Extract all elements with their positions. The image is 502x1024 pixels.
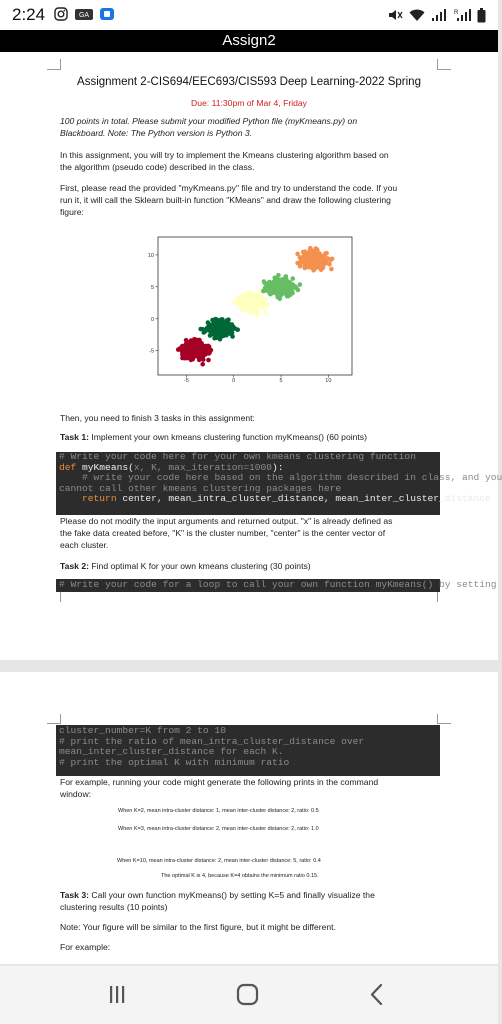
scatter-point (195, 348, 200, 353)
example-line: For example, running your code might generate the following prints in the command (60, 777, 379, 787)
due-date: Due: 11:30pm of Mar 4, Friday (191, 98, 307, 108)
mute-icon (387, 8, 403, 22)
scatter-point (330, 257, 335, 262)
x-tick-label: 0 (232, 378, 236, 385)
console-output-line: The optimal K is 4, because K=4 obtains the minimum ratio 0.15. (161, 873, 319, 879)
scatter-point (314, 246, 319, 251)
scatter-point (329, 267, 334, 272)
instructions-line: run it, it will call the Sklearn built-in function "KMeans" and draw the following clustering (60, 195, 391, 205)
scatter-point (267, 280, 272, 285)
document-page-1[interactable] (0, 52, 502, 660)
scatter-point (261, 306, 266, 311)
app-badge-icon (99, 7, 115, 21)
crop-mark (60, 714, 61, 724)
scatter-point (218, 322, 223, 327)
scatter-point (309, 253, 314, 258)
instructions-line: First, please read the provided "myKmeans.py" file and try to understand the code. If you (60, 183, 398, 193)
recents-button[interactable] (102, 982, 132, 1008)
crop-mark (437, 592, 438, 602)
scatter-point (274, 283, 279, 288)
scatter-point (294, 286, 299, 291)
points-note-line: Blackboard. Note: The Python version is Python 3. (60, 128, 253, 138)
console-output-line: When K=10, mean intra-cluster distance: 2, mean inter-cluster distance: 5, ratio: 0.4 (117, 858, 321, 864)
scatter-point (298, 282, 303, 287)
scatter-point (302, 264, 307, 269)
scatter-point (189, 358, 194, 363)
scatter-point (207, 350, 212, 355)
code-block-task2[interactable] (56, 579, 497, 592)
scatter-point (261, 289, 266, 294)
status-bar (0, 0, 498, 30)
scatter-point (239, 295, 244, 300)
scatter-point (198, 353, 203, 358)
tasks-intro: Then, you need to finish 3 tasks in this assignment: (60, 413, 255, 423)
home-button[interactable] (233, 982, 263, 1008)
y-tick-label: 10 (147, 252, 154, 259)
figure-note: Note: Your figure will be similar to the first figure, but it might be different. (60, 922, 336, 932)
task3-description (60, 890, 375, 902)
scatter-point (255, 306, 260, 311)
intro-line: the algorithm (pseudo code) described in the class. (60, 162, 255, 172)
console-output-line: When K=2, mean intra-cluster distance: 1, mean inter-cluster distance: 2, ratio: 0.5 (118, 808, 319, 814)
task3-label: Task 3: (60, 890, 89, 900)
code-block-task2-continued[interactable] (56, 725, 440, 776)
console-output-line: When K=3, mean intra-cluster distance: 2, mean inter-cluster distance: 2, ratio: 1.0 (118, 826, 319, 832)
signal-icon (431, 8, 447, 22)
svg-text:GA: GA (78, 12, 90, 19)
code-line: # write your code here based on the algorithm described in class, and you (59, 472, 502, 484)
instagram-icon (54, 7, 68, 21)
x-tick-label: -5 (183, 378, 189, 385)
task2-label: Task 2: (60, 561, 89, 571)
roaming-signal-icon (453, 8, 471, 22)
scatter-point (219, 317, 224, 322)
points-note-line: 100 points in total. Please submit your modified Python file (myKmeans.py) on (60, 116, 358, 126)
task1-text: Implement your own kmeans clustering function myKmeans() (60 points) (91, 432, 367, 442)
scatter-point (206, 320, 211, 325)
scatter-point (206, 358, 211, 363)
scatter-point (230, 334, 235, 339)
scatter-point (198, 327, 203, 332)
x-tick-label: 10 (325, 378, 332, 385)
scatter-point (241, 306, 246, 311)
for-example: For example: (60, 942, 111, 952)
assignment-heading: Assignment 2-CIS694/EEC693/CIS593 Deep Learning-2022 Spring (77, 76, 421, 88)
code-line: # Write your code here for your own kmeans clustering function (59, 451, 416, 462)
intro-line: In this assignment, you will try to implement the Kmeans clustering algorithm based on (60, 150, 389, 160)
scatter-point (183, 354, 188, 359)
scatter-point (264, 311, 269, 316)
navigation-bar (0, 966, 498, 1024)
scatter-point (202, 330, 207, 335)
note-line: the fake data created before, "K" is the cluster number, "center" is the center vector of (60, 528, 386, 538)
scatter-point (278, 294, 283, 299)
scatter-point (176, 347, 181, 352)
code-line: # Write your code for a loop to call your own function myKmeans() by setting (59, 579, 497, 590)
status-time: 2:24 (12, 5, 46, 24)
crop-mark (437, 714, 438, 724)
crop-mark (437, 59, 438, 70)
wifi-icon (409, 8, 425, 22)
note-line: Please do not modify the input arguments and returned output. "x" is already defined as (60, 516, 393, 526)
task3-text-continued: clustering results (10 points) (60, 902, 168, 912)
scatter-point (211, 327, 216, 332)
scatter-point (226, 325, 231, 330)
code-line: # print the ratio of mean_intra_cluster_distance over (59, 735, 365, 747)
scatter-point (278, 286, 283, 291)
scatter-point (291, 276, 296, 281)
code-line: mean_inter_cluster_distance for each K. (59, 746, 284, 758)
scatter-point (197, 358, 202, 363)
note-line: each cluster. (60, 540, 109, 550)
scatter-point (215, 327, 220, 332)
scatter-point (312, 265, 317, 270)
scatter-point (286, 283, 291, 288)
scatter-point (308, 246, 313, 251)
y-tick-label: 0 (150, 316, 154, 323)
code-line: cannot call other kmeans clustering packages here (59, 482, 342, 494)
crop-mark (47, 723, 61, 724)
document-page-2[interactable] (0, 672, 498, 964)
x-tick-label: 5 (279, 378, 283, 385)
y-tick-label: 5 (150, 284, 154, 291)
scatter-point (261, 295, 266, 300)
scatter-point (255, 313, 260, 318)
example-line: window: (60, 789, 92, 799)
y-tick-label: -5 (149, 348, 154, 355)
code-line: cluster_number=K from 2 to 10 (59, 725, 226, 736)
task1-description (60, 432, 367, 444)
scatter-point (262, 279, 267, 284)
svg-text:R: R (454, 10, 459, 16)
scatter-point (256, 301, 261, 306)
crop-mark (60, 592, 61, 602)
scatter-point (309, 259, 314, 264)
back-button[interactable] (362, 982, 392, 1008)
crop-mark (437, 69, 451, 70)
scatter-point (295, 252, 300, 257)
scatter-point (266, 286, 271, 291)
scatter-point (321, 264, 326, 269)
task3-text: Call your own function myKmeans() by setting K=5 and finally visualize the (91, 890, 375, 900)
title-bar (0, 30, 498, 52)
code-block-task1[interactable] (56, 451, 502, 515)
scatter-point (327, 262, 332, 267)
page-title: Assign2 (222, 32, 276, 49)
scatter-point (223, 328, 228, 333)
scatter-point (315, 254, 320, 259)
task2-text: Find optimal K for your own kmeans clustering (30 points) (91, 561, 311, 571)
scatter-point (198, 342, 203, 347)
battery-icon (477, 8, 486, 23)
scatter-point (251, 293, 256, 298)
crop-mark (60, 59, 61, 70)
code-line: # print the optimal K with minimum ratio (59, 756, 290, 768)
crop-mark (47, 69, 61, 70)
scatter-point (298, 263, 303, 268)
scatter-point (251, 298, 256, 303)
code-line: def myKmeans(x, K, max_iteration=1000): (59, 461, 284, 473)
scatter-point (283, 276, 288, 281)
scatter-point (249, 311, 254, 316)
task1-label: Task 1: (60, 432, 89, 442)
scatter-point (212, 336, 217, 341)
instructions-line: figure: (60, 207, 84, 217)
scatter-point (285, 291, 290, 296)
scatter-point (245, 292, 250, 297)
crop-mark (437, 723, 451, 724)
clustering-figure (140, 237, 352, 385)
task2-description (60, 561, 311, 573)
scatter-point (322, 257, 327, 262)
gallery-icon (74, 7, 94, 21)
scatter-point (245, 301, 250, 306)
scatter-point (275, 278, 280, 283)
scatter-point (318, 258, 323, 263)
scatter-point (271, 291, 276, 296)
scatter-point (204, 345, 209, 350)
scatter-point (190, 352, 195, 357)
scatter-point (200, 362, 205, 367)
code-line: return center, mean_intra_cluster_distance, mean_inter_cluster_distance (59, 493, 491, 505)
